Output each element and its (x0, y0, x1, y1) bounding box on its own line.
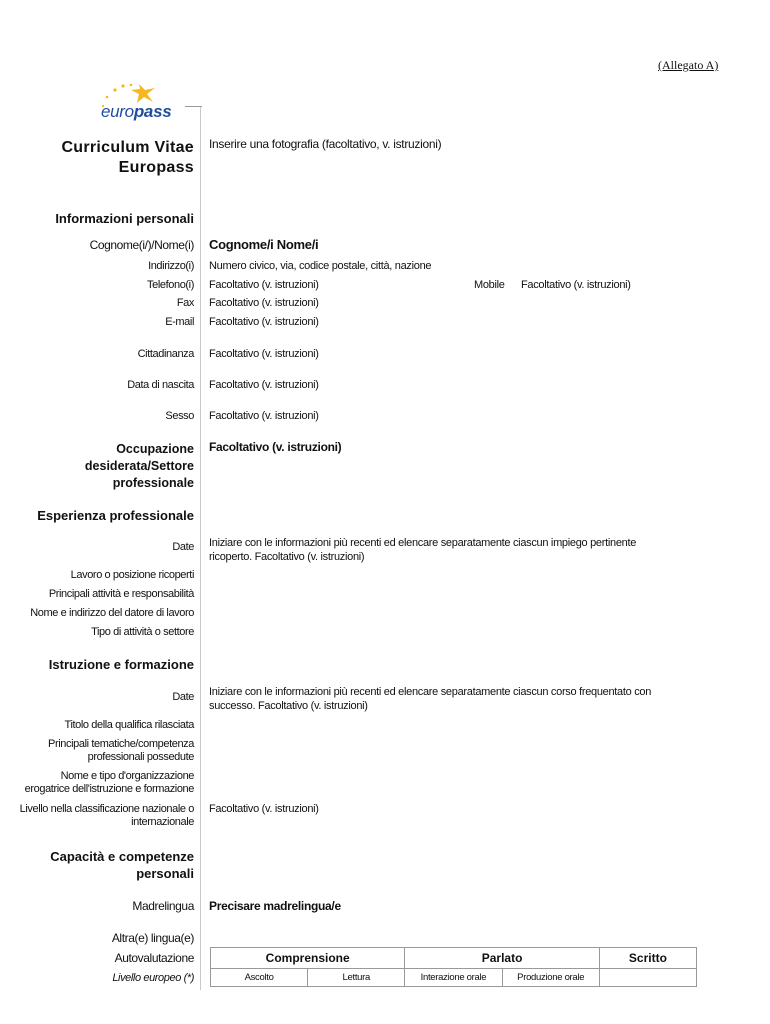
phone-label: Telefono(i) (147, 279, 194, 291)
name-label: Cognome(i/)/Nome(i) (89, 238, 194, 252)
self-assessment-label: Autovalutazione (114, 951, 194, 965)
fax-value: Facoltativo (v. istruzioni) (209, 297, 319, 309)
mother-tongue-label: Madrelingua (132, 899, 194, 913)
citizenship-value: Facoltativo (v. istruzioni) (209, 348, 319, 360)
education-level-label: Livello nella classificazione nazionale o internazionale (19, 803, 194, 828)
experience-sector-label: Tipo di attività o settore (91, 626, 194, 638)
photo-hint: Inserire una fotografia (facoltativo, v. istruzioni) (209, 137, 442, 151)
subheader-scritto-empty (599, 969, 696, 987)
cv-title: Curriculum Vitae Europass (61, 139, 194, 176)
education-title-label: Titolo della qualifica rilasciata (64, 719, 194, 731)
header-parlato: Parlato (405, 948, 599, 969)
birthdate-value: Facoltativo (v. istruzioni) (209, 379, 319, 391)
experience-date-label: Date (172, 541, 194, 553)
logo-underline (185, 106, 202, 107)
email-label: E-mail (165, 316, 194, 328)
sex-value: Facoltativo (v. istruzioni) (209, 410, 319, 422)
europass-logo (95, 82, 201, 128)
email-value: Facoltativo (v. istruzioni) (209, 316, 319, 328)
language-assessment-table (210, 947, 697, 987)
header-comprensione: Comprensione (211, 948, 405, 969)
phone-value: Facoltativo (v. istruzioni) (209, 279, 319, 291)
sex-label: Sesso (165, 410, 194, 422)
subheader-interazione: Interazione orale (405, 969, 502, 987)
address-label: Indirizzo(i) (148, 260, 194, 272)
birthdate-label: Data di nascita (127, 379, 194, 391)
experience-employer-label: Nome e indirizzo del datore di lavoro (30, 607, 194, 619)
section-personal-info: Informazioni personali (55, 211, 194, 226)
experience-activities-label: Principali attività e responsabilità (48, 588, 194, 600)
education-organization-label: Nome e tipo d'organizzazione erogatrice dell'istruzione e formazione (24, 770, 194, 795)
name-value: Cognome/i Nome/i (209, 237, 319, 252)
fax-label: Fax (176, 297, 194, 309)
allegato-label: (Allegato A) (658, 58, 719, 72)
mobile-value: Facoltativo (v. istruzioni) (521, 279, 631, 291)
section-experience: Esperienza professionale (37, 508, 194, 523)
education-date-label: Date (172, 691, 194, 703)
europass-wordmark: europass (101, 102, 172, 121)
subheader-ascolto: Ascolto (211, 969, 308, 987)
subheader-produzione: Produzione orale (502, 969, 599, 987)
education-level-value: Facoltativo (v. istruzioni) (209, 803, 319, 815)
address-value: Numero civico, via, codice postale, città, nazione (209, 260, 432, 272)
subheader-lettura: Lettura (308, 969, 405, 987)
education-subjects-label: Principali tematiche/competenza professionali possedute (48, 738, 194, 763)
other-languages-label: Altra(e) lingua(e) (111, 931, 194, 945)
experience-role-label: Lavoro o posizione ricoperti (70, 569, 194, 581)
european-level-label: Livello europeo (*) (112, 972, 194, 984)
education-date-value: Iniziare con le informazioni più recenti ed elencare separatamente ciascun corso frequentato con successo. Facoltativo (v. istruzioni) (209, 686, 652, 712)
column-divider (200, 106, 201, 990)
section-occupation: Occupazione desiderata/Settore professionale (84, 442, 194, 490)
occupation-value: Facoltativo (v. istruzioni) (209, 440, 342, 454)
section-education: Istruzione e formazione (48, 657, 194, 672)
section-skills: Capacità e competenze personali (50, 849, 194, 881)
header-scritto: Scritto (599, 948, 696, 969)
citizenship-label: Cittadinanza (137, 348, 194, 360)
mobile-label: Mobile (474, 279, 505, 291)
mother-tongue-value: Precisare madrelingua/e (209, 899, 341, 913)
experience-date-value: Iniziare con le informazioni più recenti ed elencare separatamente ciascun impiego pertinente ricoperto. Facoltativo (v. istruzioni) (209, 537, 637, 563)
